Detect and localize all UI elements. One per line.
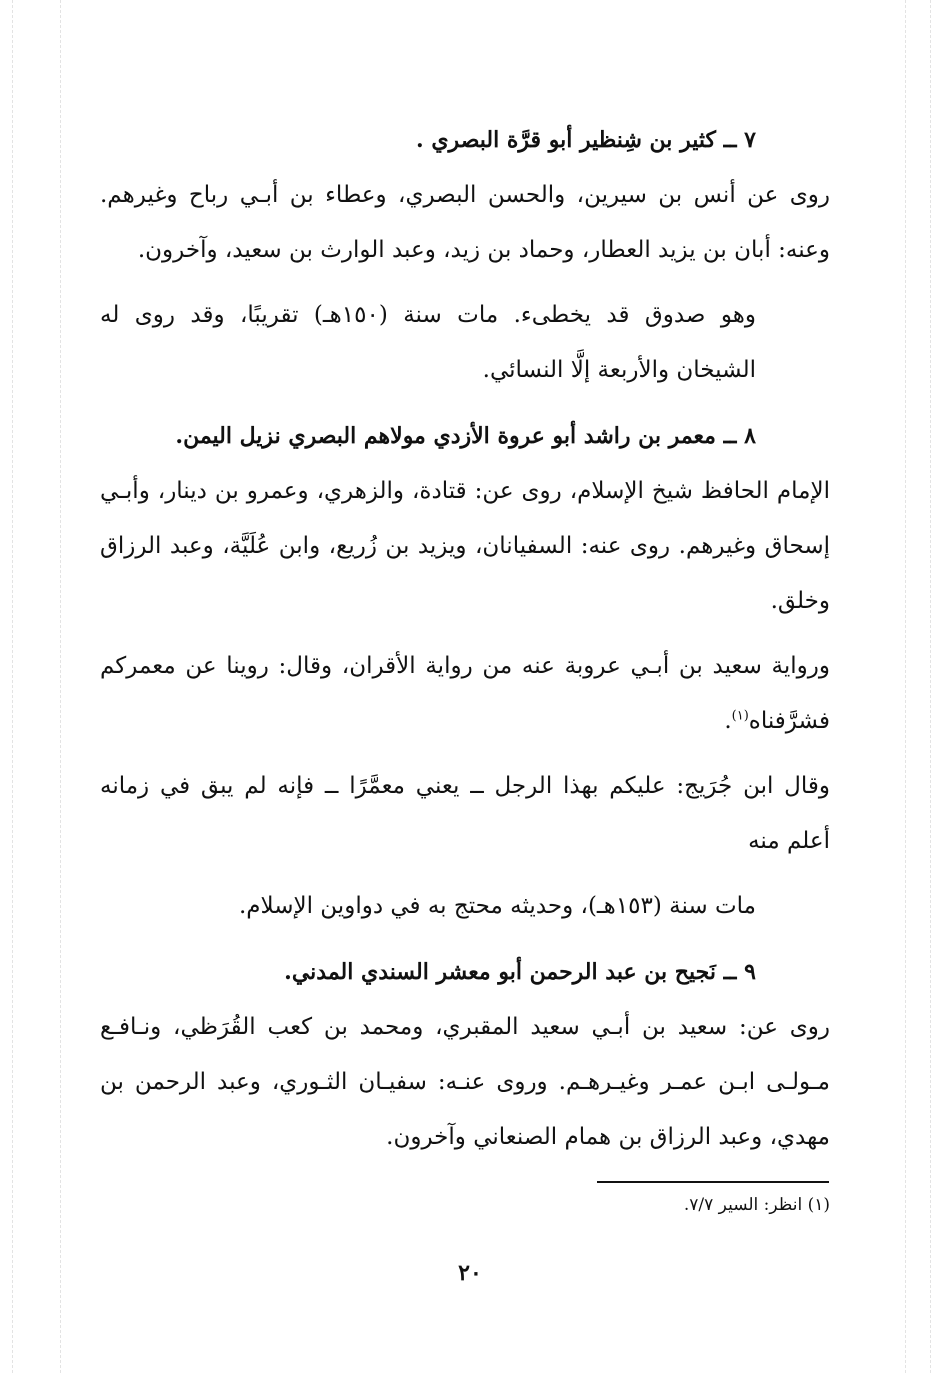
- entry-heading: ٨ ــ معمر بن راشد أبو عروة الأزدي مولاهم البصري نزيل اليمن.: [175, 423, 756, 449]
- entry-paragraph: [100, 639, 830, 749]
- entry-paragraph: وهو صدوق قد يخطىء. مات سنة (١٥٠هـ) تقريبًا، وقد روى له الشيخان والأربعة إلَّا النسائي.: [100, 302, 756, 383]
- entry-9: [100, 944, 830, 1165]
- entry-paragraph: روى عن أنس بن سيرين، والحسن البصري، وعطاء بن أبـي رباح وغيرهم. وعنه: أبان بن يزيد العطار، وحماد بن زيد، وعبد الوارث بن سعيد، وآخرون.: [100, 182, 830, 263]
- footnote-divider: [597, 1181, 829, 1183]
- entry-8: [100, 408, 830, 934]
- footnote-marker[interactable]: (١): [731, 708, 749, 724]
- entry-paragraph: وقال ابن جُرَيج: عليكم بهذا الرجل ــ يعني معمَّرًا ــ فإنه لم يبق في زمانه أعلم منه: [100, 773, 830, 854]
- scan-guide-line: [930, 0, 931, 1373]
- entry-paragraph: روى عن: سعيد بن أبـي سعيد المقبري، ومحمد بن كعب القُرَظي، ونـافـع مـولـى ابـن عمـر وغيـرهـم. وروى عنـه: سفيـان الثـوري، وعبد الرحمن بن مهدي، وعبد الرزاق بن همام الصنعاني وآخرون.: [100, 1014, 830, 1150]
- scan-guide-line: [905, 0, 906, 1373]
- entry-paragraph: الإمام الحافظ شيخ الإسلام، روى عن: قتادة، والزهري، وعمرو بن دينار، وأبـي إسحاق وغيرهم. روى عنه: السفيانان، ويزيد بن زُريع، وابن عُلَيَّة، وعبد الرزاق وخلق.: [100, 478, 830, 614]
- entry-heading: ٧ ــ كثير بن شِنظير أبو قرَّة البصري .: [416, 127, 756, 153]
- scan-guide-line: [12, 0, 13, 1373]
- entry-paragraph: مات سنة (١٥٣هـ)، وحديثه محتج به في دواوين الإسلام.: [238, 893, 756, 919]
- main-text: [100, 112, 830, 1175]
- scan-guide-line: [60, 0, 61, 1373]
- footnote: (١) انظر: السير ٧/٧.: [683, 1195, 830, 1215]
- paragraph-end-punctuation: .: [724, 708, 732, 734]
- page-number: ٢٠: [458, 1260, 482, 1286]
- paragraph-text: ورواية سعيد بن أبـي عروبة عنه من رواية الأقران، وقال: روينا عن معمركم فشرَّفناه: [100, 653, 830, 734]
- entry-7: [100, 112, 830, 398]
- entry-heading: ٩ ــ نَجيح بن عبد الرحمن أبو معشر السندي المدني.: [284, 959, 756, 985]
